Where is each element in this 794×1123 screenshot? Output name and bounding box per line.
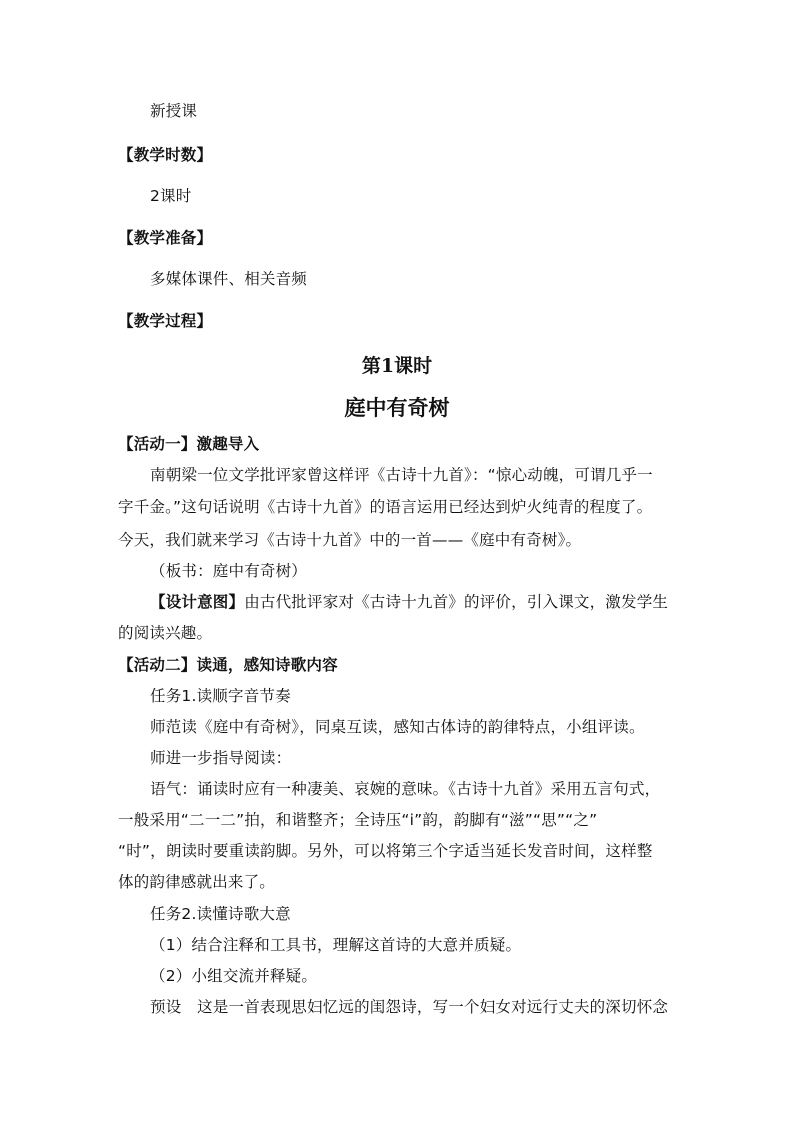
paragraph-line: 一般采用“二一二”拍，和谐整齐；全诗压“i”韵，韵脚有“滋”“思”“之” [118, 811, 598, 829]
paragraph-line: “时”，朗读时要重读韵脚。另外，可以将第三个字适当延长发音时间，这样整 [118, 842, 653, 860]
process-heading: 【教学过程】 [118, 312, 213, 330]
prep-value: 多媒体课件、相关音频 [150, 270, 308, 288]
lesson-period: 第1课时 [361, 355, 433, 377]
paragraph-line: 师进一步指导阅读： [150, 749, 292, 767]
hours-value: 2课时 [150, 187, 192, 205]
prep-heading: 【教学准备】 [118, 229, 213, 247]
paragraph-line: 体的韵律感就出来了。 [118, 873, 276, 891]
task1-title: 任务1.读顺字音节奏 [150, 687, 291, 705]
design-intent [150, 592, 668, 612]
paragraph-line: （2）小组交流并释疑。 [150, 967, 318, 985]
paragraph-line: 字千金。”这句话说明《古诗十九首》的语言运用已经达到炉火纯青的程度了。 [118, 498, 653, 516]
design-intent-cont: 的阅读兴趣。 [118, 624, 213, 642]
activity1-heading: 【活动一】激趣导入 [118, 435, 260, 453]
lesson-title: 庭中有奇树 [344, 395, 450, 420]
paragraph-line: 语气：诵读时应有一种凄美、哀婉的意味。《古诗十九首》采用五言句式， [150, 780, 661, 798]
paragraph-line: （1）结合注释和工具书，理解这首诗的大意并质疑。 [150, 936, 522, 954]
paragraph-line: 预设 这是一首表现思妇忆远的闺怨诗，写一个妇女对远行丈夫的深切怀念 [150, 998, 669, 1016]
task2-title: 任务2.读懂诗歌大意 [150, 905, 291, 923]
board-note: （板书：庭中有奇树） [150, 562, 308, 580]
paragraph-line: 师范读《庭中有奇树》，同桌互读，感知古体诗的韵律特点，小组评读。 [150, 718, 645, 736]
design-intent-text: 由古代批评家对《古诗十九首》的评价，引入课文，激发学生 [244, 593, 669, 611]
paragraph-line: 今天，我们就来学习《古诗十九首》中的一首——《庭中有奇树》。 [118, 531, 582, 549]
activity2-heading: 【活动二】读通，感知诗歌内容 [118, 656, 338, 674]
paragraph-line: 南朝梁一位文学批评家曾这样评《古诗十九首》：“惊心动魄，可谓几乎一 [150, 466, 653, 484]
course-type: 新授课 [150, 102, 198, 120]
hours-heading: 【教学时数】 [118, 146, 213, 164]
design-intent-label: 【设计意图】 [150, 593, 245, 611]
